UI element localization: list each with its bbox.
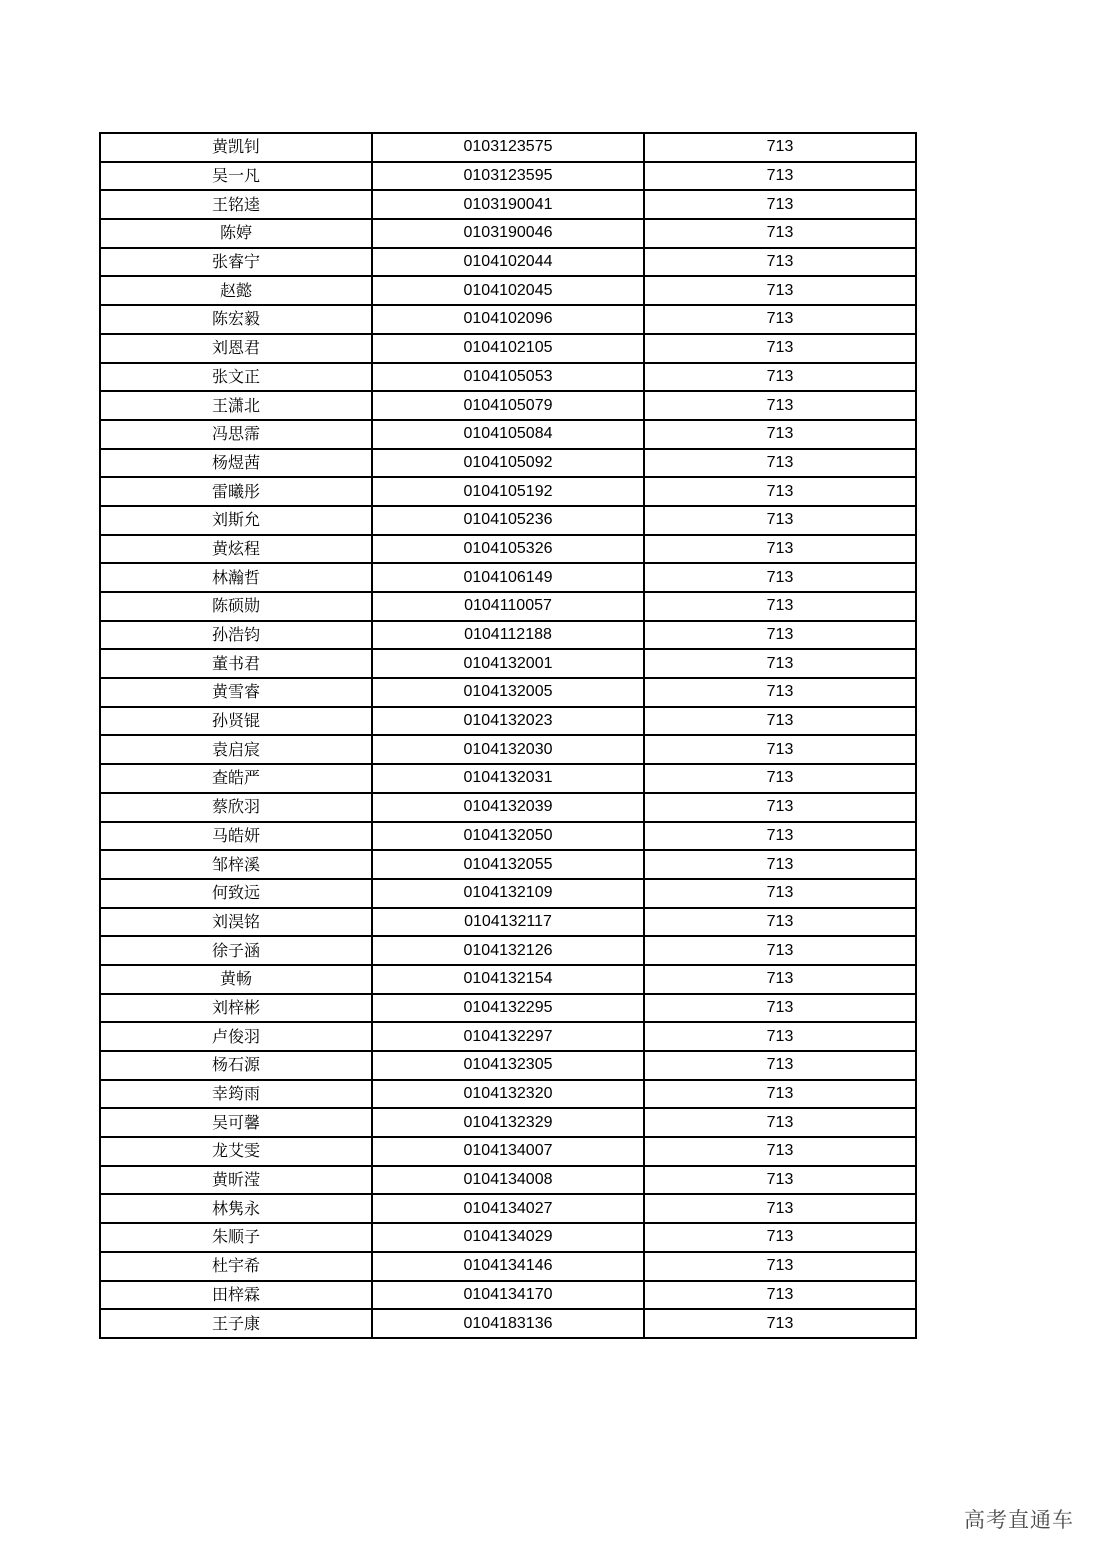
student-name-cell: 王铭逵 (100, 190, 372, 219)
score-cell: 713 (644, 133, 916, 162)
student-name-cell: 刘淏铭 (100, 908, 372, 937)
table-row (100, 162, 916, 191)
student-name-cell: 田梓霖 (100, 1281, 372, 1310)
candidate-number-cell: 0104102105 (372, 334, 644, 363)
table-row (100, 965, 916, 994)
candidate-number-cell: 0104134008 (372, 1166, 644, 1195)
candidate-number-cell: 0104134146 (372, 1252, 644, 1281)
candidate-number-cell: 0104132030 (372, 735, 644, 764)
score-cell: 713 (644, 219, 916, 248)
table-row (100, 1252, 916, 1281)
student-name-cell: 黄昕滢 (100, 1166, 372, 1195)
candidate-number-cell: 0104132031 (372, 764, 644, 793)
candidate-number-cell: 0104132295 (372, 994, 644, 1023)
table-row (100, 994, 916, 1023)
score-cell: 713 (644, 1223, 916, 1252)
score-cell: 713 (644, 1252, 916, 1281)
table-row (100, 420, 916, 449)
candidate-number-cell: 0104134029 (372, 1223, 644, 1252)
candidate-number-cell: 0104132109 (372, 879, 644, 908)
score-cell: 713 (644, 1281, 916, 1310)
score-cell: 713 (644, 477, 916, 506)
student-name-cell: 雷曦彤 (100, 477, 372, 506)
table-row (100, 1080, 916, 1109)
candidate-number-cell: 0104106149 (372, 563, 644, 592)
candidate-number-cell: 0104132126 (372, 936, 644, 965)
candidate-number-cell: 0104134007 (372, 1137, 644, 1166)
score-cell: 713 (644, 162, 916, 191)
candidate-number-cell: 0104132154 (372, 965, 644, 994)
student-name-cell: 卢俊羽 (100, 1022, 372, 1051)
table-row (100, 1194, 916, 1223)
candidate-number-cell: 0103123575 (372, 133, 644, 162)
score-cell: 713 (644, 1309, 916, 1338)
student-name-cell: 黄凯钊 (100, 133, 372, 162)
score-cell: 713 (644, 793, 916, 822)
score-cell: 713 (644, 449, 916, 478)
candidate-number-cell: 0104102096 (372, 305, 644, 334)
score-cell: 713 (644, 305, 916, 334)
table-row (100, 248, 916, 277)
score-cell: 713 (644, 1137, 916, 1166)
student-name-cell: 龙艾雯 (100, 1137, 372, 1166)
score-cell: 713 (644, 1080, 916, 1109)
score-table (99, 132, 917, 1339)
candidate-number-cell: 0104112188 (372, 621, 644, 650)
table-row (100, 936, 916, 965)
candidate-number-cell: 0103123595 (372, 162, 644, 191)
candidate-number-cell: 0104105092 (372, 449, 644, 478)
score-cell: 713 (644, 506, 916, 535)
candidate-number-cell: 0104105236 (372, 506, 644, 535)
table-row (100, 908, 916, 937)
score-cell: 713 (644, 965, 916, 994)
score-cell: 713 (644, 1166, 916, 1195)
candidate-number-cell: 0104110057 (372, 592, 644, 621)
candidate-number-cell: 0104102045 (372, 276, 644, 305)
table-row (100, 1309, 916, 1338)
table-row (100, 190, 916, 219)
student-name-cell: 王潇北 (100, 391, 372, 420)
score-cell: 713 (644, 563, 916, 592)
student-name-cell: 吴可馨 (100, 1108, 372, 1137)
candidate-number-cell: 0104105053 (372, 363, 644, 392)
score-cell: 713 (644, 1051, 916, 1080)
candidate-number-cell: 0104132039 (372, 793, 644, 822)
candidate-number-cell: 0104132305 (372, 1051, 644, 1080)
candidate-number-cell: 0104132005 (372, 678, 644, 707)
table-row (100, 563, 916, 592)
candidate-number-cell: 0104132329 (372, 1108, 644, 1137)
student-name-cell: 蔡欣羽 (100, 793, 372, 822)
student-name-cell: 孙浩钧 (100, 621, 372, 650)
student-name-cell: 黄雪睿 (100, 678, 372, 707)
table-row (100, 449, 916, 478)
table-row (100, 621, 916, 650)
candidate-number-cell: 0104102044 (372, 248, 644, 277)
score-cell: 713 (644, 649, 916, 678)
score-cell: 713 (644, 248, 916, 277)
candidate-number-cell: 0104132023 (372, 707, 644, 736)
table-row (100, 850, 916, 879)
student-name-cell: 林瀚哲 (100, 563, 372, 592)
table-row (100, 1022, 916, 1051)
student-name-cell: 张睿宁 (100, 248, 372, 277)
table-row (100, 592, 916, 621)
table-row (100, 879, 916, 908)
table-row (100, 707, 916, 736)
student-name-cell: 孙贤锟 (100, 707, 372, 736)
student-name-cell: 陈硕勋 (100, 592, 372, 621)
student-name-cell: 何致远 (100, 879, 372, 908)
score-cell: 713 (644, 391, 916, 420)
student-name-cell: 黄畅 (100, 965, 372, 994)
score-cell: 713 (644, 678, 916, 707)
score-cell: 713 (644, 850, 916, 879)
watermark-text: 高考直通车 (964, 1508, 1074, 1532)
table-row (100, 334, 916, 363)
table-row (100, 133, 916, 162)
student-name-cell: 马皓妍 (100, 822, 372, 851)
score-cell: 713 (644, 1108, 916, 1137)
score-cell: 713 (644, 363, 916, 392)
table-row (100, 477, 916, 506)
score-cell: 713 (644, 592, 916, 621)
student-name-cell: 陈宏毅 (100, 305, 372, 334)
student-name-cell: 刘梓彬 (100, 994, 372, 1023)
table-row (100, 649, 916, 678)
student-name-cell: 林隽永 (100, 1194, 372, 1223)
student-name-cell: 查皓严 (100, 764, 372, 793)
student-name-cell: 王子康 (100, 1309, 372, 1338)
score-cell: 713 (644, 936, 916, 965)
student-name-cell: 黄炫程 (100, 535, 372, 564)
student-name-cell: 袁启宸 (100, 735, 372, 764)
student-name-cell: 杨石源 (100, 1051, 372, 1080)
table-row (100, 535, 916, 564)
student-name-cell: 赵懿 (100, 276, 372, 305)
table-row (100, 391, 916, 420)
student-name-cell: 吴一凡 (100, 162, 372, 191)
candidate-number-cell: 0104105084 (372, 420, 644, 449)
candidate-number-cell: 0104105326 (372, 535, 644, 564)
candidate-number-cell: 0104132117 (372, 908, 644, 937)
score-cell: 713 (644, 334, 916, 363)
score-cell: 713 (644, 1022, 916, 1051)
table-row (100, 764, 916, 793)
table-row (100, 219, 916, 248)
student-name-cell: 冯思霈 (100, 420, 372, 449)
table-row (100, 1223, 916, 1252)
score-cell: 713 (644, 994, 916, 1023)
candidate-number-cell: 0104134170 (372, 1281, 644, 1310)
table-row (100, 793, 916, 822)
score-cell: 713 (644, 707, 916, 736)
score-cell: 713 (644, 879, 916, 908)
student-name-cell: 张文正 (100, 363, 372, 392)
candidate-number-cell: 0104132297 (372, 1022, 644, 1051)
candidate-number-cell: 0103190041 (372, 190, 644, 219)
student-name-cell: 幸筠雨 (100, 1080, 372, 1109)
candidate-number-cell: 0104183136 (372, 1309, 644, 1338)
candidate-number-cell: 0104105079 (372, 391, 644, 420)
score-cell: 713 (644, 535, 916, 564)
candidate-number-cell: 0104132001 (372, 649, 644, 678)
student-name-cell: 徐子涵 (100, 936, 372, 965)
candidate-number-cell: 0104132050 (372, 822, 644, 851)
score-cell: 713 (644, 822, 916, 851)
score-cell: 713 (644, 420, 916, 449)
student-name-cell: 陈婷 (100, 219, 372, 248)
score-cell: 713 (644, 908, 916, 937)
student-name-cell: 刘斯允 (100, 506, 372, 535)
score-cell: 713 (644, 190, 916, 219)
table-row (100, 506, 916, 535)
table-row (100, 735, 916, 764)
student-name-cell: 刘恩君 (100, 334, 372, 363)
table-row (100, 678, 916, 707)
table-row (100, 822, 916, 851)
table-row (100, 1108, 916, 1137)
candidate-number-cell: 0104105192 (372, 477, 644, 506)
student-name-cell: 邹梓溪 (100, 850, 372, 879)
student-name-cell: 朱顺子 (100, 1223, 372, 1252)
table-row (100, 1137, 916, 1166)
score-cell: 713 (644, 1194, 916, 1223)
score-cell: 713 (644, 621, 916, 650)
table-row (100, 1166, 916, 1195)
table-row (100, 363, 916, 392)
candidate-number-cell: 0104134027 (372, 1194, 644, 1223)
candidate-number-cell: 0104132055 (372, 850, 644, 879)
table-row (100, 1051, 916, 1080)
table-row (100, 276, 916, 305)
student-name-cell: 杜宇希 (100, 1252, 372, 1281)
score-cell: 713 (644, 735, 916, 764)
table-row (100, 1281, 916, 1310)
score-cell: 713 (644, 764, 916, 793)
score-cell: 713 (644, 276, 916, 305)
candidate-number-cell: 0103190046 (372, 219, 644, 248)
student-name-cell: 董书君 (100, 649, 372, 678)
student-name-cell: 杨煜茜 (100, 449, 372, 478)
score-table-body (100, 133, 916, 1338)
candidate-number-cell: 0104132320 (372, 1080, 644, 1109)
table-row (100, 305, 916, 334)
